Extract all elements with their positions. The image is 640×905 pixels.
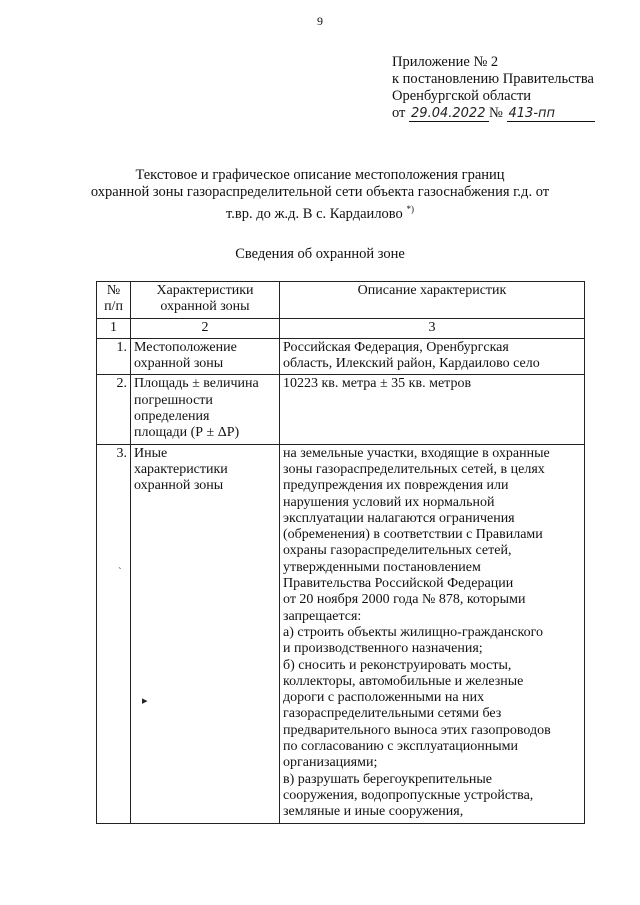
title-line-3: т.вр. до ж.д. В с. Кардаилово *) — [226, 204, 414, 222]
scan-speck: ` — [118, 566, 122, 578]
row-characteristic: Площадь ± величина погрешности определения площади (Р ± ΔР) — [131, 375, 280, 444]
appendix-label: Приложение № 2 — [392, 54, 499, 70]
title-line-1: Текстовое и графическое описание местоположения границ — [135, 167, 505, 183]
appendix-region-line: Оренбургской области — [392, 88, 532, 104]
index-cell: 2 — [131, 318, 280, 338]
table-row — [97, 375, 585, 444]
table-index-row — [97, 318, 585, 338]
footnote-mark: *) — [406, 204, 414, 214]
row-description: 10223 кв. метра ± 35 кв. метров — [280, 375, 585, 444]
scan-speck: ▸ — [142, 695, 148, 707]
header-description: Описание характеристик — [280, 282, 585, 319]
appendix-resolution-line: к постановлению Правительства — [392, 71, 594, 87]
row-number: 1. — [97, 338, 131, 375]
index-cell: 3 — [280, 318, 585, 338]
row-characteristic: Иные характеристики охранной зоны — [131, 444, 280, 823]
section-title: Сведения об охранной зоне — [235, 246, 405, 262]
header-number: № п/п — [97, 282, 131, 319]
row-characteristic: Местоположение охранной зоны — [131, 338, 280, 375]
index-cell: 1 — [97, 318, 131, 338]
handwritten-date: 29.04.2022 — [409, 107, 489, 122]
row-number: 2. — [97, 375, 131, 444]
table-header-row — [97, 282, 585, 319]
protection-zone-table — [96, 281, 585, 824]
page-number: 9 — [317, 14, 323, 28]
title-line-2: охранной зоны газораспределительной сети объекта газоснабжения г.д. от — [90, 184, 550, 200]
document-title — [0, 167, 640, 223]
appendix-date-line — [392, 105, 595, 122]
table-row — [97, 338, 585, 375]
number-label: № — [489, 105, 503, 121]
from-label: от — [392, 105, 406, 121]
row-description: Российская Федерация, Оренбургская область, Илекский район, Кардаилово село — [280, 338, 585, 375]
appendix-header — [392, 54, 595, 122]
table-row — [97, 444, 585, 823]
row-description: на земельные участки, входящие в охранные зоны газораспределительных сетей, в целях предупреждения их повреждения или нарушения условий их нормальной эксплуатации налагаются ограничения (обременения) в соответствии с Правилами охраны газораспределительных сетей, утвержденными постановлением Правительства Российской Федерации от 20 ноября 2000 года № 878, которыми запрещается: а) строить объекты жилищно-гражданского и производственного назначения; б) сносить и реконструировать мосты, коллекторы, автомобильные и железные дороги с расположенными на них газораспределительными сетями без предварительного выноса этих газопроводов по согласованию с эксплуатационными организациями; в) разрушать берегоукрепительные сооружения, водопропускные устройства, земляные и иные сооружения, — [280, 444, 585, 823]
handwritten-number: 413-пп — [507, 107, 595, 122]
header-characteristic: Характеристики охранной зоны — [131, 282, 280, 319]
row-number: 3. — [97, 444, 131, 823]
